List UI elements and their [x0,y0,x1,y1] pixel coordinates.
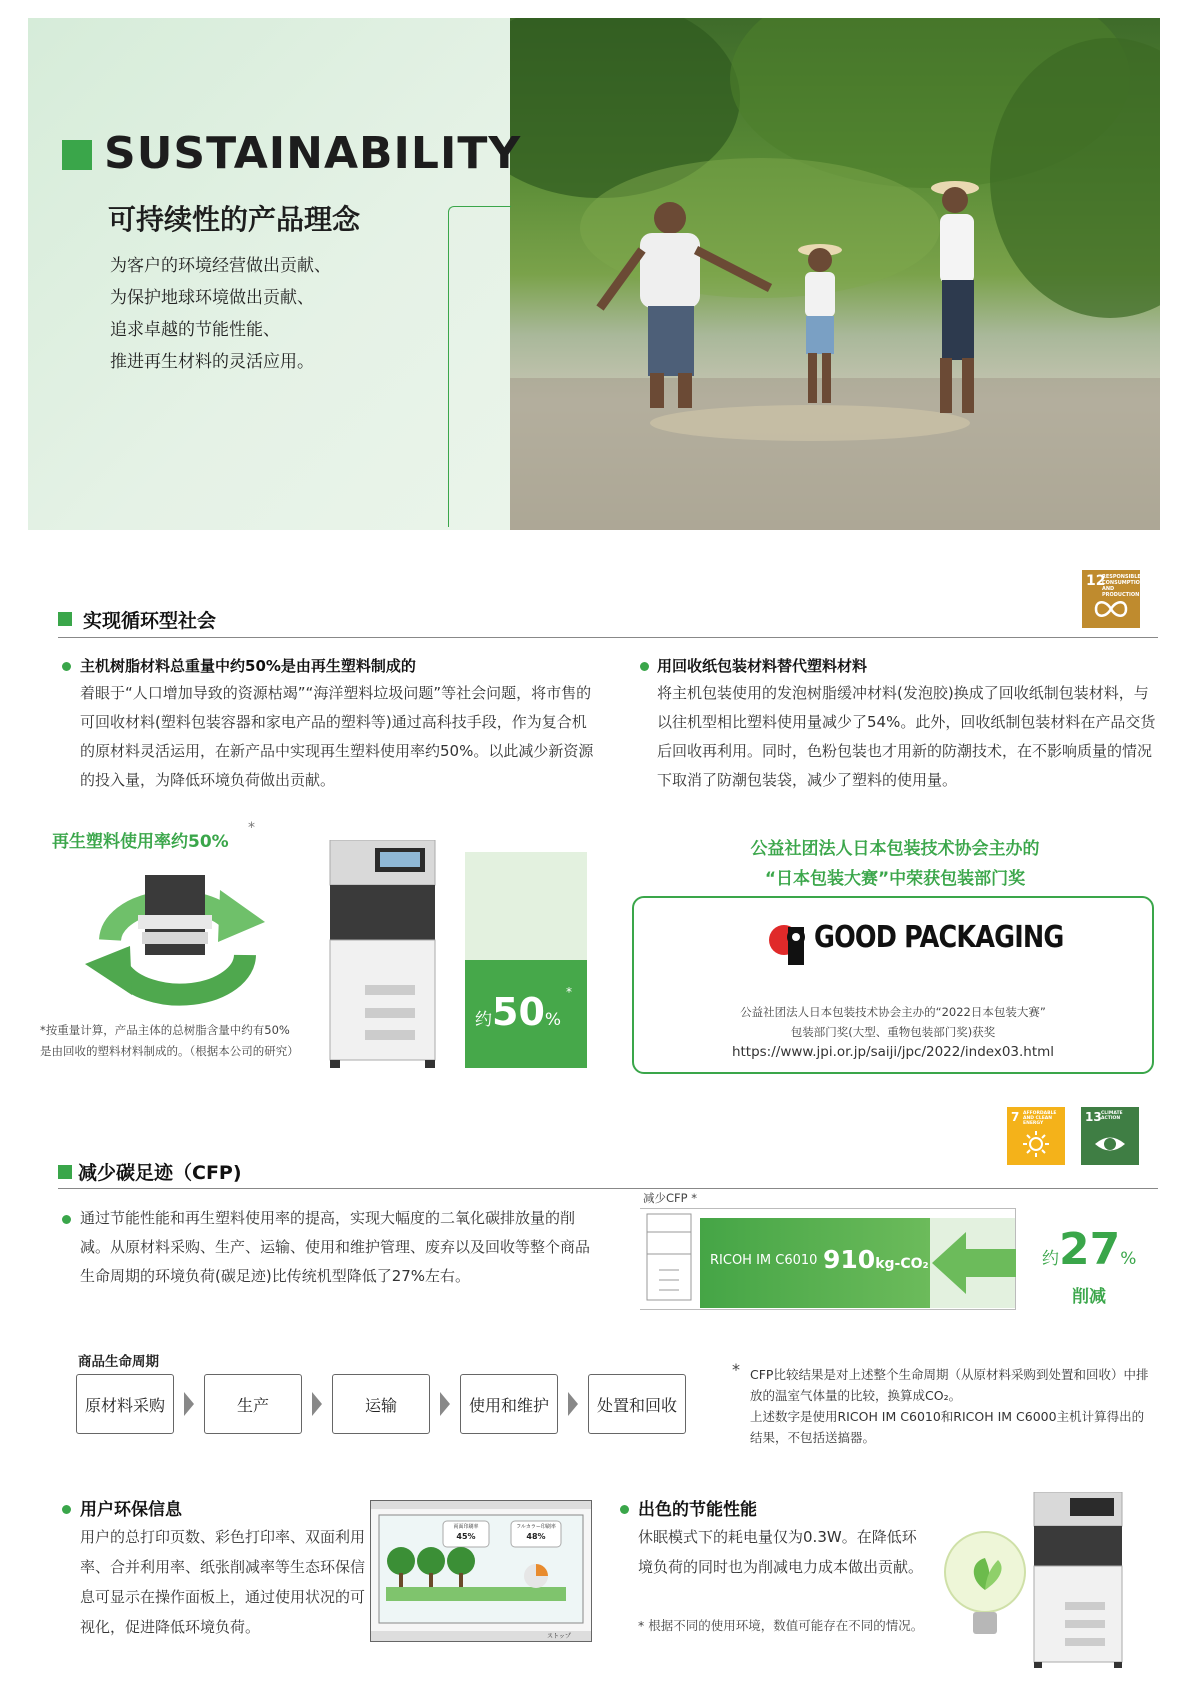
bullet-icon [640,662,649,671]
lifecycle-title: 商品生命周期 [78,1354,159,1370]
energy-body: 休眠模式下的耗电量仅为0.3W。在降低环境负荷的同时也为削减电力成本做出贡献。 [638,1528,924,1576]
eco-body: 用户的总打印页数、彩色打印率、双面利用率、合并利用率、纸张削减率等生态环保信息可显示在操作面板上，通过使用状况的可视化，促进降低环境负荷。 [80,1528,366,1636]
screen-left-label: 両面印刷率 [453,1524,479,1530]
step-disposal-recycling: 处置和回收 [588,1374,686,1434]
cfp-title: 减少碳足迹（CFP) [78,1162,242,1184]
cfp-reduce-value: 27 [1059,1224,1121,1275]
cfp-reduce-prefix: 约 [1042,1249,1059,1269]
eco-screen-illustration [371,1501,591,1641]
sdg7-text: AFFORDABLE AND CLEAN ENERGY [1023,1111,1057,1126]
bullet-icon [62,1215,71,1224]
sdg7-number: 7 [1011,1110,1020,1124]
recycled-plastic-heading: 主机树脂材料总重量中约50%是由再生塑料制成的 [80,657,416,675]
bar-asterisk: * [566,985,572,999]
bar-value: 50 [492,990,545,1034]
recycle-rate-label: 再生塑料使用率约50% [52,832,229,852]
hero-line-2: 为保护地球环境做出贡献、 [110,288,314,308]
sun-power-icon [1023,1131,1049,1157]
screen-stop-button: ストップ [547,1633,571,1640]
step-arrow-icon [568,1392,578,1416]
energy-title: 出色的节能性能 [638,1500,757,1520]
section-rule [58,1188,1158,1189]
step-production: 生产 [204,1374,302,1434]
sdg12-text: RESPONSIBLE CONSUMPTION AND PRODUCTION [1102,574,1145,598]
sdg13-text: CLIMATE ACTION [1101,1111,1123,1121]
step-arrow-icon [184,1392,194,1416]
hero-decor-line [448,206,511,527]
step-transport: 运输 [332,1374,430,1434]
copier-illustration [325,840,440,1070]
cfp-model: RICOH IM C6010 [710,1253,818,1268]
bullet-icon [62,662,71,671]
award-url: https://www.jpi.or.jp/saiji/jpc/2022/index03.html [731,1044,1055,1060]
recycle-arrows-icon [80,860,270,1020]
hero-line-4: 推进再生材料的灵活应用。 [110,352,314,372]
panel-screen-image [370,1500,592,1642]
screen-right-label: フルカラー印刷率 [516,1524,556,1530]
sdg12-icon [1082,570,1145,628]
hero-line-3: 追求卓越的节能性能、 [110,320,280,340]
good-packaging-logo-icon [768,922,808,968]
hero-subtitle: 可持续性的产品理念 [108,203,361,236]
eco-title: 用户环保信息 [80,1500,182,1520]
cfp-value-group [823,1245,929,1274]
sdg13-icon [1081,1107,1139,1165]
cfp-note-1: CFP比较结果是对上述整个生命周期（从原材料采购到处置和回收）中排放的温室气体量的比较，换算成CO₂。 [750,1367,1149,1403]
sdg12-badge [1082,570,1145,628]
sdg7-icon [1007,1107,1065,1165]
sdg13-number: 13 [1085,1110,1102,1124]
paper-packaging-heading: 用回收纸包装材料替代塑料材料 [657,657,868,675]
award-line-1: 公益社团法人日本包装技术协会主办的 [750,839,1040,859]
recycled-plastic-body: 着眼于“人口增加导致的资源枯竭”“海洋塑料垃圾问题”等社会问题，将市售的可回收材料(塑料包装容器和家电产品的塑料等)通过高科技手段，作为复合机的原材料灵活运用，在新产品中实现再生塑料使用率约50%。以此减少新资源的投入量，为降低环境负荷做出贡献。 [80,684,594,789]
circular-title: 实现循环型社会 [83,610,217,632]
sdg12-number: 12 [1086,573,1106,589]
screen-left-value: 45% [456,1532,476,1541]
step-arrow-icon [312,1392,322,1416]
cfp-diagram-label-text: 减少CFP [643,1191,688,1205]
recycle-note: *按重量计算，产品主体的总树脂含量中约有50%是由回收的塑料材料制成的。（根据本公司的研究） [40,1023,299,1058]
cfp-note-2: 上述数字是使用RICOH IM C6010和RICOH IM C6000主机计算得出的结果，不包括送搞器。 [750,1409,1145,1445]
energy-note: * 根据不同的使用环境，数值可能存在不同的情况。 [638,1618,924,1633]
section-rule [58,637,1158,638]
step-raw-materials: 原材料采购 [76,1374,174,1434]
cfp-reduce-unit: % [1120,1249,1137,1269]
hero-line-1: 为客户的环境经营做出贡献、 [110,256,331,276]
eye-earth-icon [1093,1133,1127,1155]
section-square-icon [58,1165,72,1179]
award-note-1: 公益社团法人日本包装技术协会主办的“2022日本包装大赛” [740,1005,1046,1019]
recycle-bar-label [475,990,561,1034]
award-line-2: “日本包装大赛”中荣获包装部门奖 [764,869,1026,889]
bar-unit: % [544,1010,562,1030]
section-square-icon [58,612,72,626]
bullet-icon [620,1505,629,1514]
copier-outline-icon [645,1212,693,1304]
cfp-value: 910 [823,1245,876,1274]
hero-title: SUSTAINABILITY [104,128,522,179]
asterisk: * [248,820,255,836]
hero-photo-family-stream [510,18,1160,530]
cfp-note-star: * [732,1360,740,1379]
bullet-icon [62,1505,71,1514]
hero-lines [110,250,331,378]
reduction-arrow-icon [932,1232,1016,1294]
hero-photo-illustration [510,18,1160,530]
bar-prefix: 约 [475,1010,492,1030]
step-arrow-icon [440,1392,450,1416]
cfp-reduce-word: 削减 [1072,1287,1106,1307]
award-note-2: 包装部门奖(大型、重物包装部门奖)获奖 [790,1025,996,1039]
paper-packaging-body: 将主机包装使用的发泡树脂缓冲材料(发泡胶)换成了回收纸制包装材料，与以往机型相比塑料使用量减少了54%。此外，回收纸制包装材料在产品交货后回收再利用。同时，色粉包装也才用新的防潮技术，在不影响质量的情况下取消了防潮包装袋，减少了塑料的使用量。 [657,684,1156,789]
cfp-reduce-group [1042,1224,1136,1275]
step-use-maintenance: 使用和维护 [460,1374,558,1434]
copier-image [325,840,440,1070]
good-packaging-logo-text: GOOD PACKAGING [814,920,1064,955]
cfp-diagram-star: * [691,1191,697,1205]
cfp-unit: kg-CO₂ [875,1256,929,1272]
hero-title-square-icon [62,140,92,170]
cfp-body: 通过节能性能和再生塑料使用率的提高，实现大幅度的二氧化碳排放量的削减。从原材料采购、生产、运输、使用和维护管理、废弃以及回收等整个商品生命周期的环境负荷(碳足迹)比传统机型降低了27%左右。 [80,1209,591,1285]
copier-small-image [1030,1492,1126,1670]
eco-lightbulb-icon [940,1530,1030,1640]
lifecycle-steps [76,1374,686,1434]
cfp-diagram-label [643,1190,697,1206]
infinity-icon [1094,598,1128,620]
screen-right-value: 48% [526,1532,546,1541]
